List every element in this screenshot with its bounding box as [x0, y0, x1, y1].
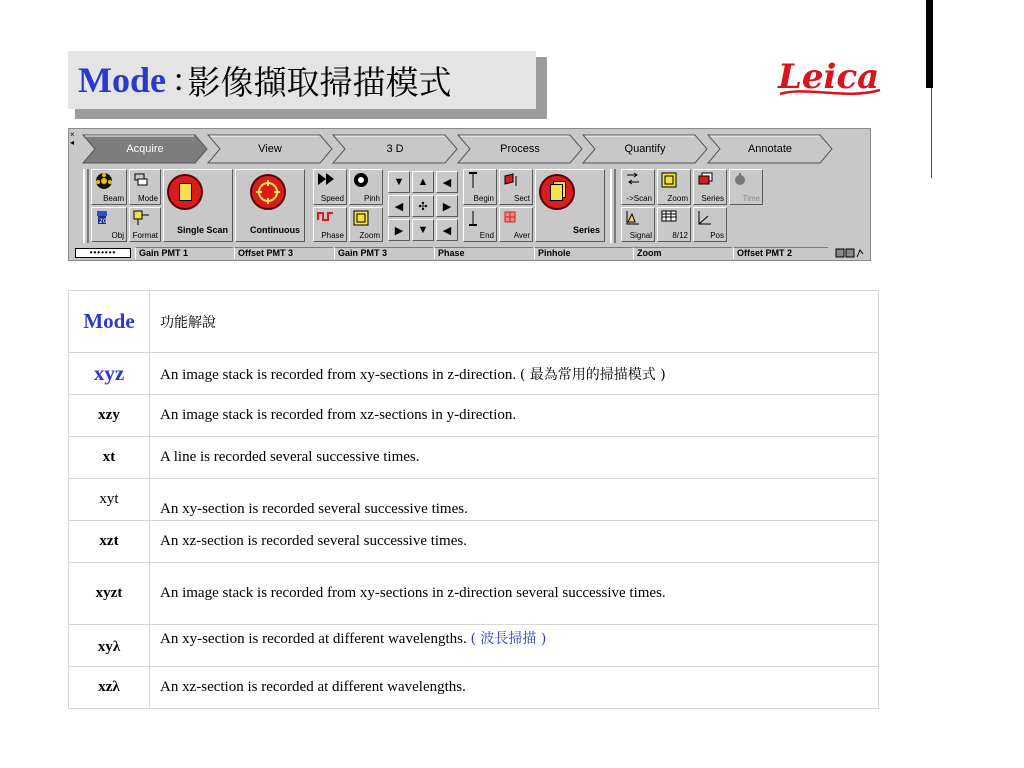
tab-process[interactable] — [456, 133, 584, 165]
description-text: An image stack is recorded from xy-sections in z-direction. — [160, 366, 517, 383]
description-cell — [150, 563, 879, 625]
grid-icon — [661, 210, 677, 222]
format-label: Format — [132, 231, 158, 240]
series-icon — [539, 174, 575, 210]
edge-bar — [926, 0, 933, 88]
table-header-row — [69, 291, 879, 353]
bit-depth-button[interactable] — [657, 207, 691, 242]
arrow-left-icon[interactable]: ◀ — [436, 171, 458, 193]
status-bar — [73, 247, 868, 259]
section-icon — [503, 172, 521, 188]
button-area — [83, 169, 866, 243]
tab-label: Annotate — [747, 143, 793, 155]
tab-acquire[interactable] — [81, 133, 209, 165]
beam-label: Beam — [103, 194, 124, 203]
header-mode: Mode — [69, 291, 150, 353]
table-row — [69, 437, 879, 479]
average-icon — [503, 210, 521, 224]
tab-view[interactable] — [206, 133, 334, 165]
description-note: ( 波長掃描 ) — [470, 631, 547, 647]
continuous-button[interactable] — [235, 169, 305, 242]
description-note: ( 最為常用的掃描模式 ) — [519, 366, 666, 383]
end-button[interactable] — [463, 207, 497, 242]
series-button[interactable] — [535, 169, 605, 242]
pinh-button[interactable] — [349, 169, 383, 205]
status-end-icons[interactable] — [835, 248, 865, 258]
signal-button[interactable] — [621, 207, 655, 242]
toolbar-grip-2[interactable] — [610, 169, 616, 243]
phase-icon — [317, 210, 335, 224]
mode-button[interactable] — [129, 169, 161, 205]
arrow-left-icon[interactable]: ◀ — [388, 195, 410, 217]
description-text: An image stack is recorded from xy-sections in z-direction several successive times. — [160, 585, 666, 601]
mode-cell: xzt — [69, 521, 150, 563]
beam-button[interactable] — [91, 169, 127, 205]
center-icon[interactable]: ✣ — [412, 195, 434, 217]
begin-label: Begin — [473, 194, 494, 203]
sect-button[interactable] — [499, 169, 533, 205]
pos-button[interactable] — [693, 207, 727, 242]
aver-button[interactable] — [499, 207, 533, 242]
signal-label: Signal — [629, 231, 652, 240]
tab-3d[interactable] — [331, 133, 459, 165]
svg-text:20: 20 — [99, 218, 107, 225]
arrow-pad — [388, 171, 460, 243]
speed-button[interactable] — [313, 169, 347, 205]
end-icon — [467, 210, 479, 228]
status-pinhole[interactable]: Pinhole — [534, 247, 633, 259]
time-button[interactable] — [729, 169, 763, 205]
series2-label: Series — [701, 194, 724, 203]
zoom-frame-icon — [661, 172, 677, 188]
table-row — [69, 521, 879, 563]
fast-forward-icon — [317, 172, 337, 186]
mode-cell: xzy — [69, 395, 150, 437]
zoom-icon — [353, 210, 369, 226]
aver-label: Aver — [513, 231, 530, 240]
header-desc: 功能解說 — [150, 291, 879, 353]
tab-label: 3 D — [386, 143, 404, 155]
table-row — [69, 667, 879, 709]
signal-icon — [625, 210, 641, 226]
arrow-left-icon[interactable]: ◀ — [436, 219, 458, 241]
to-scan-label: ->Scan — [626, 194, 652, 203]
description-cell — [150, 437, 879, 479]
description-text: An image stack is recorded from xz-sections in y-direction. — [160, 407, 517, 423]
toolbar-grip[interactable] — [83, 169, 89, 243]
table-row — [69, 479, 879, 521]
table-row — [69, 563, 879, 625]
status-phase[interactable]: Phase — [434, 247, 533, 259]
tab-label: View — [258, 143, 282, 155]
mode-cell: xt — [69, 437, 150, 479]
status-dots[interactable]: ••••••• — [75, 248, 131, 258]
table-row — [69, 625, 879, 667]
description-cell — [150, 625, 879, 667]
table-row — [69, 395, 879, 437]
status-offset-pmt2[interactable]: Offset PMT 2 — [733, 247, 828, 259]
stack-icon — [697, 172, 713, 186]
tab-label: Acquire — [126, 143, 164, 155]
tab-label: Quantify — [624, 143, 666, 155]
begin-button[interactable] — [463, 169, 497, 205]
zoom2-button[interactable] — [657, 169, 691, 205]
arrow-down-icon[interactable]: ▼ — [412, 219, 434, 241]
svg-text:Leica: Leica — [778, 57, 880, 97]
single-scan-label: Single Scan — [176, 225, 228, 235]
tab-label: Process — [500, 143, 540, 155]
series2-button[interactable] — [693, 169, 727, 205]
description-cell — [150, 395, 879, 437]
description-text: A line is recorded several successive times. — [160, 449, 420, 465]
continuous-label: Continuous — [250, 225, 300, 235]
mode-label: Mode — [137, 194, 158, 203]
mode-cell: xyz — [69, 353, 150, 395]
tab-quantify[interactable] — [581, 133, 709, 165]
description-cell — [150, 521, 879, 563]
speed-label: Speed — [320, 194, 344, 203]
objective-icon — [95, 210, 109, 228]
pinhole-icon — [353, 172, 369, 188]
description-text: An xz-section is recorded at different wavelengths. — [160, 679, 466, 695]
description-text: An xy-section is recorded at different wavelengths. — [160, 631, 467, 647]
phase-label: Phase — [321, 231, 344, 240]
description-text: An xy-section is recorded several successive times. — [160, 501, 468, 517]
series-label: Series — [572, 225, 600, 235]
status-gain-pmt3[interactable]: Gain PMT 3 — [334, 247, 433, 259]
obj-button[interactable] — [91, 207, 127, 242]
arrow-right-icon[interactable]: ▶ — [436, 195, 458, 217]
collapse-icon[interactable]: ◂ — [70, 138, 75, 147]
time-label: Time — [742, 194, 760, 203]
arrow-down-icon[interactable]: ▼ — [388, 171, 410, 193]
pos-label: Pos — [710, 231, 724, 240]
acquire-toolbar — [68, 128, 871, 261]
timer-icon — [733, 172, 747, 186]
slide-title — [68, 51, 536, 109]
format-icon — [133, 210, 151, 226]
arrow-up-icon[interactable]: ▲ — [412, 171, 434, 193]
mode-cell: xyt — [69, 479, 150, 521]
title-separator: : — [173, 61, 184, 98]
title-text: 影像擷取掃描模式 — [187, 62, 452, 102]
close-icon[interactable]: × — [70, 130, 75, 139]
description-cell — [150, 353, 879, 395]
to-scan-button[interactable] — [621, 169, 655, 205]
sect-label: Sect — [513, 194, 530, 203]
position-icon — [697, 210, 713, 226]
format-button[interactable] — [129, 207, 161, 242]
single-scan-button[interactable] — [163, 169, 233, 242]
zoom-label: Zoom — [359, 231, 380, 240]
arrow-right-icon[interactable]: ▶ — [388, 219, 410, 241]
mode-table — [68, 290, 879, 709]
description-cell — [150, 479, 879, 521]
zoom2-label: Zoom — [667, 194, 688, 203]
mode-icon — [133, 172, 149, 188]
swap-icon — [625, 172, 641, 186]
bit-depth-label: 8/12 — [672, 231, 688, 240]
single-scan-icon — [167, 174, 203, 210]
pinh-label: Pinh — [363, 194, 380, 203]
beam-icon — [95, 172, 113, 190]
leica-logo — [776, 50, 882, 102]
end-label: End — [479, 231, 494, 240]
continuous-icon — [250, 174, 286, 210]
zoom-button[interactable] — [349, 207, 383, 242]
status-zoom[interactable]: Zoom — [633, 247, 732, 259]
status-offset-pmt3[interactable]: Offset PMT 3 — [234, 247, 333, 259]
description-cell — [150, 667, 879, 709]
mode-cell: xyλ — [69, 625, 150, 667]
status-gain-pmt1[interactable]: Gain PMT 1 — [135, 247, 233, 259]
title-mode: Mode — [78, 60, 166, 100]
edge-line — [931, 88, 932, 178]
phase-button[interactable] — [313, 207, 347, 242]
description-text: An xz-section is recorded several successive times. — [160, 533, 467, 549]
table-row — [69, 353, 879, 395]
tab-bar — [81, 133, 869, 165]
mode-cell: xzλ — [69, 667, 150, 709]
begin-icon — [467, 172, 479, 190]
obj-label: Obj — [111, 231, 124, 240]
mode-cell: xyzt — [69, 563, 150, 625]
tab-annotate[interactable] — [706, 133, 834, 165]
window-controls — [70, 131, 78, 155]
